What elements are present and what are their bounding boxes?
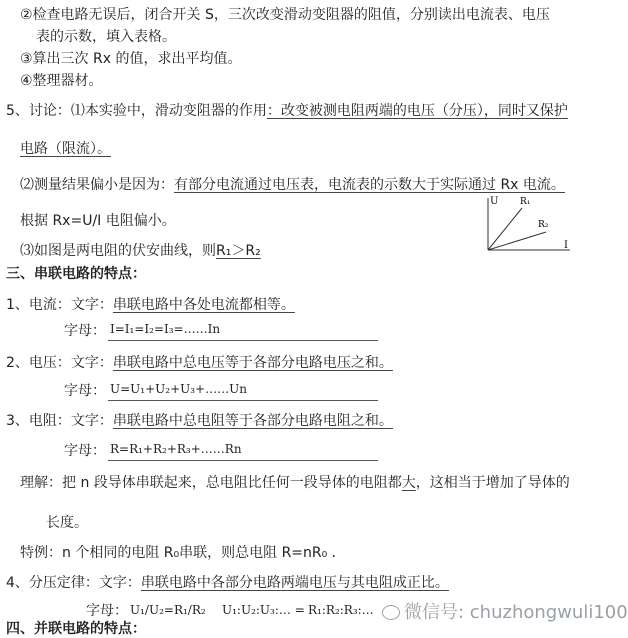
voltage-divider-formula-3: R₁:R₂:R₃:… [308, 603, 374, 617]
current-formula-label: 字母： [64, 323, 106, 339]
understanding-prefix: 理解：把 n 段导体串联起来，总电阻比任何一段导体的电阻都 [20, 475, 402, 491]
r1-line [488, 208, 522, 250]
voltage-row [6, 352, 393, 372]
current-text: 串联电路中各处电流都相等。 [112, 297, 295, 313]
discussion-2-answer: 有部分电流通过电压表，电流表的示数大于实际通过 Rx 电流。 [174, 177, 565, 193]
current-formula: I=I₁=I₂=I₃=……In [110, 322, 221, 336]
discussion-3 [20, 240, 261, 260]
step-2-line-2: 表的示数，填入表格。 [36, 29, 176, 45]
voltage-divider-row [6, 572, 449, 592]
voltage-divider-formula-1: U₁/U₂=R₁/R₂ [130, 603, 206, 617]
understanding-answer: 大 [401, 475, 416, 491]
resistance-text: 串联电路中总电阻等于各部分电路电阻之和。 [112, 413, 393, 429]
current-formula-underline [108, 340, 378, 341]
current-row [6, 294, 295, 314]
resistance-formula: R=R₁+R₂+R₃+……Rn [110, 442, 242, 456]
voltage-divider-formula-label: 字母： [86, 603, 128, 619]
resistance-formula-label: 字母： [64, 443, 106, 459]
voltage-label: 2、电压：文字： [6, 355, 113, 371]
voltage-divider-label: 4、分压定律：文字： [6, 575, 141, 591]
voltage-formula-label: 字母： [64, 383, 106, 399]
r2-line [488, 232, 546, 250]
step-4: ④整理器材。 [20, 73, 103, 89]
resistance-formula-underline [108, 460, 378, 461]
voltage-divider-text: 串联电路中各部分电路两端电压与其电阻成正比。 [140, 575, 449, 591]
r2-label: R₂ [538, 220, 549, 230]
discussion-3-prefix: ⑶如图是两电阻的伏安曲线，则 [20, 243, 216, 259]
understanding-suffix: ，这相当于增加了导体的 [415, 475, 570, 491]
i-axis-label: I [564, 240, 568, 251]
discussion-2-prefix: ⑵测量结果偏小是因为： [20, 177, 174, 193]
section-3-heading: 三、串联电路的特点： [6, 266, 146, 282]
resistance-label: 3、电阻：文字： [6, 413, 113, 429]
understanding-line-2: 长度。 [46, 515, 88, 531]
discussion-3-answer: R₁＞R₂ [216, 243, 261, 259]
voltage-formula: U=U₁+U₂+U₃+……Un [110, 382, 247, 396]
discussion-1-answer: ：改变被测电阻两端的电压（分压），同时又保护 [266, 103, 568, 119]
section-4-heading: 四、并联电路的特点： [6, 621, 146, 637]
voltage-formula-underline [108, 400, 378, 401]
discussion-1-prefix: 5、讨论：⑴本实验中，滑动变阻器的作用 [6, 103, 267, 119]
voltage-divider-formula-2: U₁:U₂:U₃:… = [222, 603, 305, 617]
discussion-2-line-2: 根据 Rx=U/I 电阻偏小。 [20, 213, 176, 229]
discussion-1-answer-cont: 电路（限流）。 [20, 141, 111, 157]
watermark-text: 微信号: chuzhongwuli100 [404, 602, 628, 623]
u-axis-label: U [490, 196, 499, 207]
special-case: 特例：n 个相同的电阻 R₀串联，则总电阻 R=nR₀ ． [20, 545, 346, 561]
r1-label: R₁ [520, 197, 531, 207]
watermark [382, 598, 628, 624]
voltage-current-graph [476, 190, 576, 260]
understanding-line-1 [20, 472, 570, 492]
step-3: ③算出三次 Rx 的值，求出平均值。 [20, 51, 242, 67]
wechat-icon [382, 605, 400, 620]
resistance-row [6, 410, 393, 430]
step-2-line-1: ②检查电路无误后，闭合开关 S，三次改变滑动变阻器的阻值，分别读出电流表、电压 [20, 7, 550, 23]
voltage-text: 串联电路中总电压等于各部分电路电压之和。 [112, 355, 393, 371]
discussion-1 [6, 100, 568, 120]
current-label: 1、电流：文字： [6, 297, 113, 313]
